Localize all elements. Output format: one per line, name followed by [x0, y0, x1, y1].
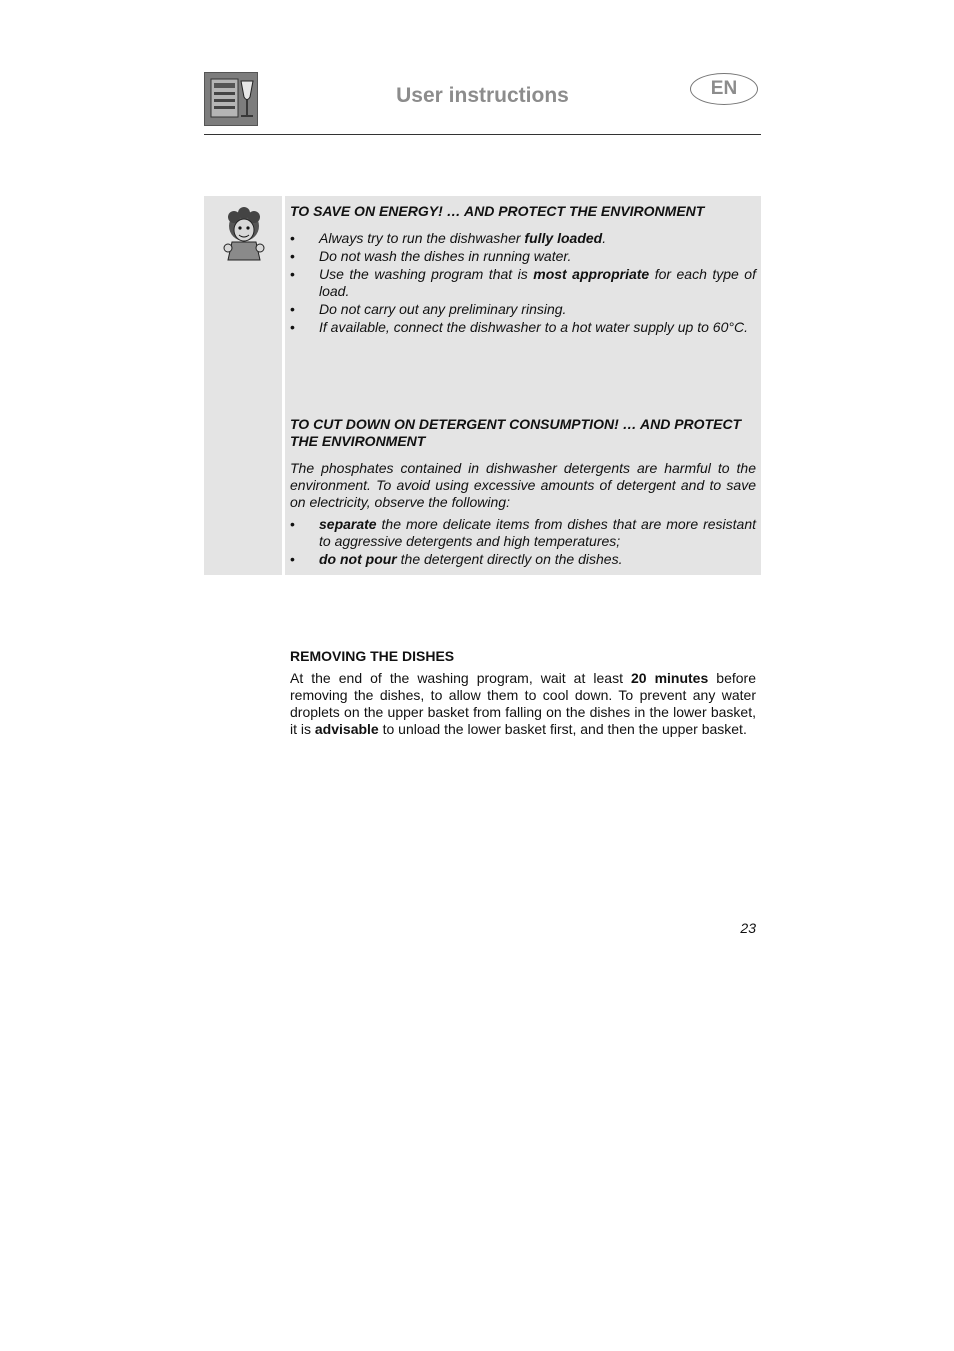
- mascot-icon: [218, 206, 270, 262]
- removing-paragraph: At the end of the washing program, wait at least 20 minutes before removing the dishes, to allow them to cool down. To prevent any water droplets on the upper basket from falling on the dishes in the lower basket, it is advisable to unload the lower basket first, and then the upper basket.: [290, 670, 756, 737]
- detergent-heading: TO CUT DOWN ON DETERGENT CONSUMPTION! … AND PROTECT THE ENVIRONMENT: [290, 416, 742, 449]
- list-item: • If available, connect the dishwasher to a hot water supply up to 60°C.: [290, 319, 756, 336]
- list-item: • Do not carry out any preliminary rinsing.: [290, 301, 756, 318]
- page-header: [204, 72, 761, 135]
- removing-heading: REMOVING THE DISHES: [290, 648, 455, 664]
- energy-tips-list: [290, 230, 756, 337]
- energy-heading: TO SAVE ON ENERGY! … AND PROTECT THE ENVIRONMENT: [290, 203, 705, 219]
- page-number: 23: [740, 920, 756, 936]
- list-item: • Do not wash the dishes in running water.: [290, 248, 756, 265]
- page-title: User instructions: [396, 84, 569, 107]
- detergent-tips-list: [290, 516, 756, 569]
- language-badge: EN: [690, 73, 758, 105]
- list-item: • Always try to run the dishwasher fully loaded.: [290, 230, 756, 247]
- list-item: • separate the more delicate items from dishes that are more resistant to aggressive detergents and high temperatures;: [290, 516, 756, 550]
- detergent-intro: The phosphates contained in dishwasher detergents are harmful to the environment. To avoid using excessive amounts of detergent and to save on electricity, observe the following:: [290, 460, 756, 510]
- list-item: • Use the washing program that is most appropriate for each type of load.: [290, 266, 756, 300]
- info-panel-icon-column: [204, 196, 282, 575]
- list-item: • do not pour the detergent directly on the dishes.: [290, 551, 756, 568]
